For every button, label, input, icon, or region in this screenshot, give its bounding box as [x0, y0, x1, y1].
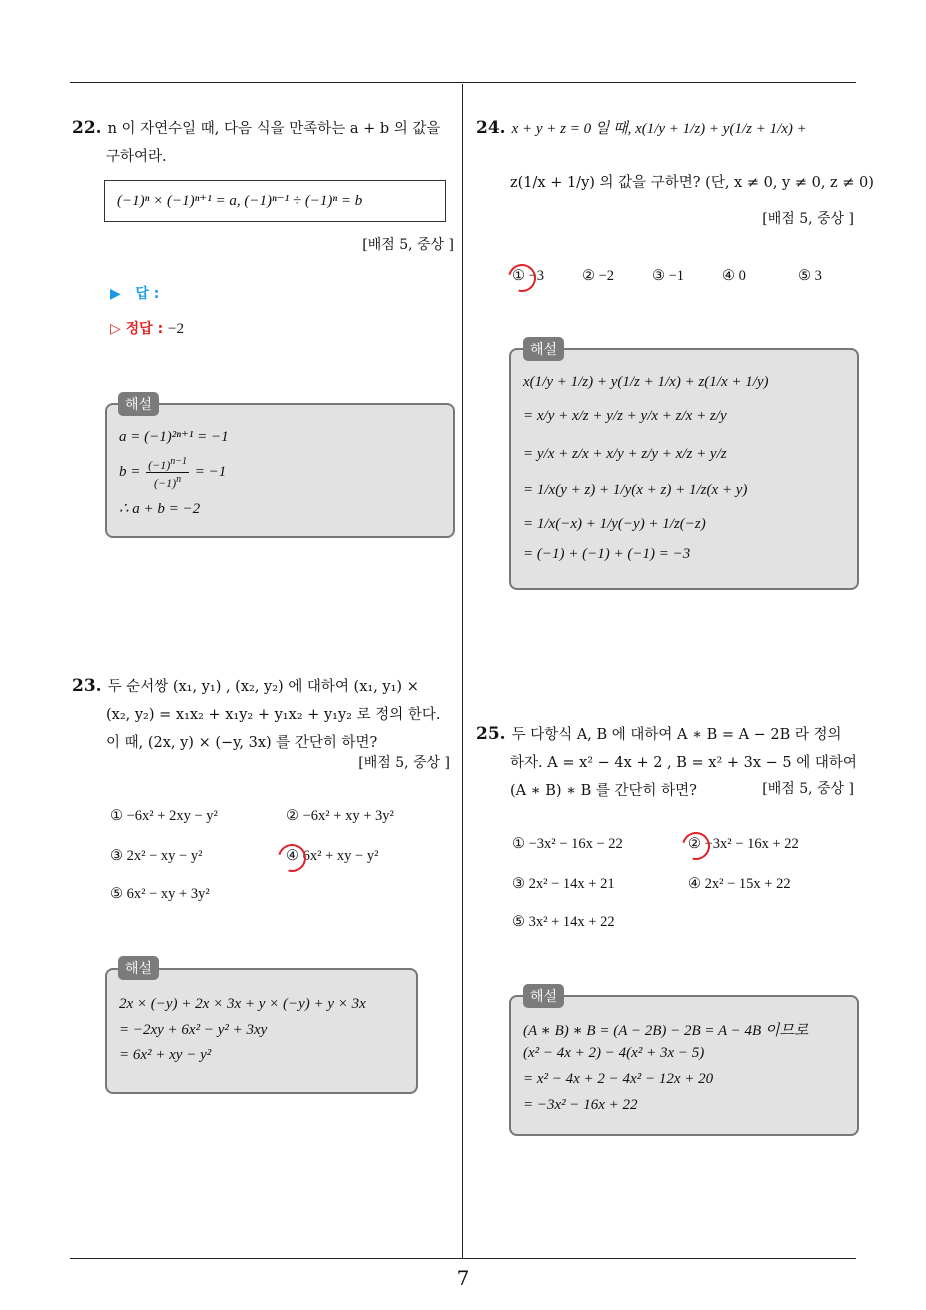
correct-arrow-icon: ▷ — [110, 321, 126, 337]
q25-score: [배점 5, 중상 ] — [762, 781, 854, 797]
q22-correct — [110, 318, 184, 338]
q23-number: 23. — [72, 676, 102, 696]
q25-exp-line-4: = −3x² − 16x + 22 — [523, 1097, 638, 1113]
q23-option-3[interactable]: ③ 2x² − xy − y² — [110, 848, 203, 864]
q22-exp-line-3: ∴ a + b = −2 — [119, 501, 201, 517]
q25-number: 25. — [476, 724, 506, 744]
q24-exp-line-1: x(1/y + 1/z) + y(1/z + 1/x) + z(1/x + 1/y) — [523, 374, 769, 390]
q25-explanation-tag: 해설 — [523, 984, 564, 1008]
q22-explanation-tag: 해설 — [118, 392, 159, 416]
question-23 — [72, 672, 456, 757]
q24-text-1: x + y + z = 0 일 때, x(1/y + 1/z) + y(1/z + 1/x) + — [511, 121, 807, 137]
bottom-rule — [70, 1258, 856, 1259]
q23-line-1 — [72, 672, 456, 701]
question-24 — [476, 114, 874, 197]
q22-correct-value: −2 — [168, 321, 185, 337]
question-22 — [72, 114, 456, 171]
q23-explanation-tag: 해설 — [118, 956, 159, 980]
q22-score: [배점 5, 중상 ] — [362, 237, 454, 253]
q22-explanation — [105, 403, 455, 538]
q23-exp-line-2: = −2xy + 6x² − y² + 3xy — [119, 1022, 268, 1038]
q23-option-4[interactable]: ④ 6x² + xy − y² — [286, 848, 379, 864]
q24-option-1[interactable]: ① −3 — [512, 268, 545, 284]
q23-text-3: 이 때, (2x, y) × (−y, 3x) 를 간단히 하면? — [106, 735, 378, 751]
q22-answer-label — [110, 283, 159, 303]
q22-text-1: n 이 자연수일 때, 다음 식을 만족하는 a + b 의 값을 — [107, 121, 441, 137]
q22-line-1 — [72, 114, 456, 143]
q24-number: 24. — [476, 118, 506, 138]
q23-text-2: (x₂, y₂) = x₁x₂ + x₁y₂ + y₁x₂ + y₁y₂ 로 정의 한다. — [106, 707, 441, 723]
page-number: 7 — [456, 1266, 470, 1290]
q24-score: [배점 5, 중상 ] — [762, 211, 854, 227]
answer-arrow-icon: ▶ — [110, 286, 136, 302]
q24-exp-line-4: = 1/x(y + z) + 1/y(x + z) + 1/z(x + y) — [523, 482, 748, 498]
q23-exp-line-1: 2x × (−y) + 2x × 3x + y × (−y) + y × 3x — [119, 996, 366, 1012]
q22-number: 22. — [72, 118, 102, 138]
q24-exp-line-3: = y/x + z/x + x/y + z/y + x/z + y/z — [523, 446, 727, 462]
q25-option-4[interactable]: ④ 2x² − 15x + 22 — [688, 876, 791, 892]
q23-option-5[interactable]: ⑤ 6x² − xy + 3y² — [110, 886, 210, 902]
column-divider — [462, 84, 463, 1258]
q25-answer-mark-icon — [677, 827, 715, 865]
q24-exp-line-2: = x/y + x/z + y/z + y/x + z/x + z/y — [523, 408, 727, 424]
q24-explanation-tag: 해설 — [523, 337, 564, 361]
q25-exp-line-1: (A ∗ B) ∗ B = (A − 2B) − 2B = A − 4B 이므로 — [523, 1023, 809, 1039]
q25-option-1[interactable]: ① −3x² − 16x − 22 — [512, 836, 623, 852]
q25-option-2[interactable]: ② −3x² − 16x + 22 — [688, 836, 799, 852]
q24-option-5[interactable]: ⑤ 3 — [798, 268, 822, 284]
q24-exp-line-6: = (−1) + (−1) + (−1) = −3 — [523, 546, 691, 562]
q23-answer-mark-icon — [273, 839, 311, 877]
q24-option-2[interactable]: ② −2 — [582, 268, 615, 284]
q23-text-1: 두 순서쌍 (x₁, y₁) , (x₂, y₂) 에 대하여 (x₁, y₁) × — [107, 679, 419, 695]
top-rule — [70, 82, 856, 83]
q24-text-2: z(1/x + 1/y) 의 값을 구하면? (단, x ≠ 0, y ≠ 0, z ≠ 0) — [510, 175, 874, 191]
q24-option-4[interactable]: ④ 0 — [722, 268, 746, 284]
q24-option-3[interactable]: ③ −1 — [652, 268, 685, 284]
q25-option-3[interactable]: ③ 2x² − 14x + 21 — [512, 876, 615, 892]
q25-text-3: (A ∗ B) ∗ B 를 간단히 하면? — [510, 783, 697, 799]
q22-correct-label: 정답 : — [125, 321, 164, 337]
q25-line-1 — [476, 720, 860, 749]
q23-option-2[interactable]: ② −6x² + xy + 3y² — [286, 808, 394, 824]
q24-answer-mark-icon — [503, 259, 541, 297]
q25-text-1: 두 다항식 A, B 에 대하여 A ∗ B = A − 2B 라 정의 — [511, 727, 842, 743]
q25-exp-line-3: = x² − 4x + 2 − 4x² − 12x + 20 — [523, 1071, 714, 1087]
q25-option-5[interactable]: ⑤ 3x² + 14x + 22 — [512, 914, 615, 930]
q22-exp-line-1: a = (−1)²ⁿ⁺¹ = −1 — [119, 429, 229, 445]
q23-explanation — [105, 968, 418, 1094]
q24-line-1 — [476, 114, 860, 143]
q22-exp-line-2: b = $\frac{(-1)^{n-1}}{(-1)^n}$ = −1 — [119, 456, 227, 490]
q23-option-1[interactable]: ① −6x² + 2xy − y² — [110, 808, 218, 824]
q25-explanation — [509, 995, 859, 1136]
q23-score: [배점 5, 중상 ] — [358, 755, 450, 771]
q22-condition-box: (−1)ⁿ × (−1)ⁿ⁺¹ = a, (−1)ⁿ⁻¹ ÷ (−1)ⁿ = b — [104, 180, 446, 222]
q24-explanation — [509, 348, 859, 590]
q25-exp-line-2: (x² − 4x + 2) − 4(x² + 3x − 5) — [523, 1045, 705, 1061]
q23-exp-line-3: = 6x² + xy − y² — [119, 1047, 212, 1063]
q22-text-2: 구하여라. — [106, 149, 167, 165]
q24-exp-line-5: = 1/x(−x) + 1/y(−y) + 1/z(−z) — [523, 516, 706, 532]
q22-answer-text: 답 : — [135, 286, 160, 302]
q25-text-2: 하자. A = x² − 4x + 2 , B = x² + 3x − 5 에 대하여 — [510, 755, 857, 771]
